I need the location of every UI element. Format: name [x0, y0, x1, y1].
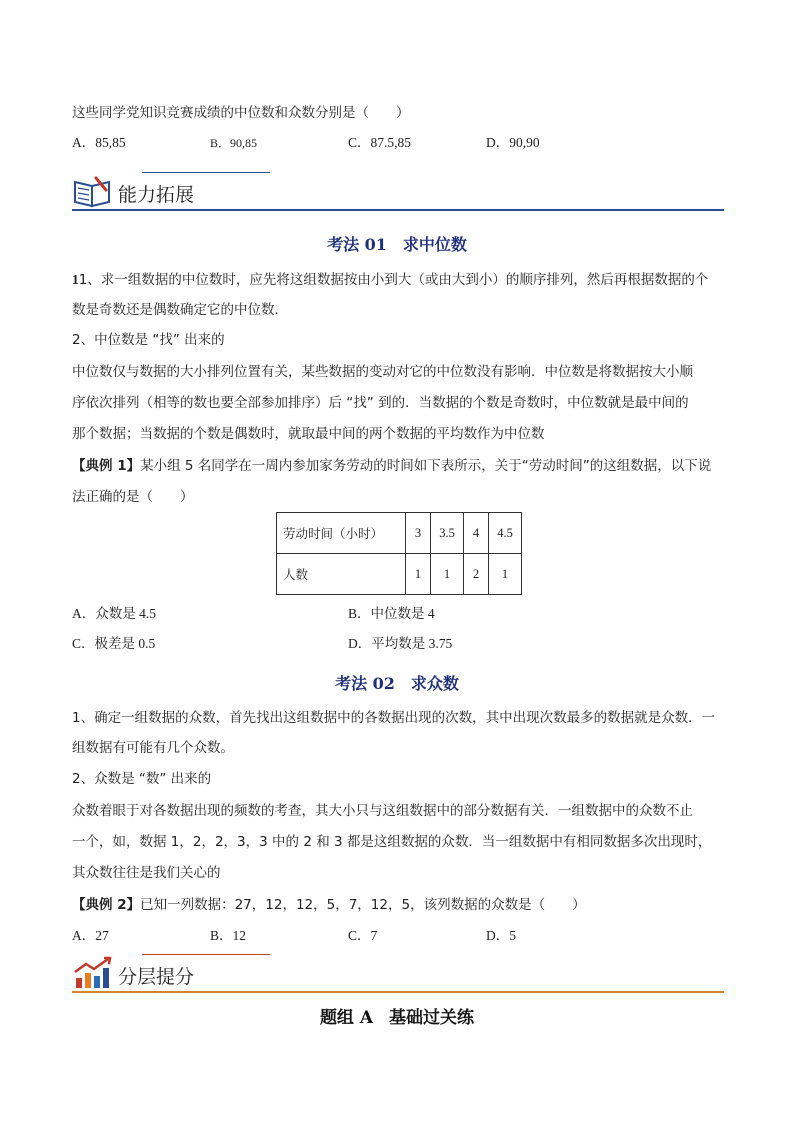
- labor-time-table: [276, 512, 522, 595]
- paragraph-line: 那个数据；当数据的个数是偶数时，就取最中间的两个数据的平均数作为中位数: [72, 426, 545, 442]
- option-a: A．众数是 4.5: [72, 606, 156, 621]
- method-title: 求众数: [410, 674, 459, 693]
- option-c: C．87.5,85: [348, 135, 412, 150]
- paragraph-line: 组数据有可能有几个众数。: [72, 740, 234, 756]
- method-label: 考法 02: [335, 674, 395, 693]
- table-cell: 4.5: [489, 513, 522, 554]
- method-heading-1: [0, 232, 794, 255]
- option-a: A．85,85: [72, 135, 126, 150]
- option-b: B．中位数是 4: [348, 606, 435, 621]
- example-line: 法正确的是（ ）: [72, 489, 194, 505]
- option-c: C．极差是 0.5: [72, 636, 156, 651]
- paragraph-line: 2、众数是 “数” 出来的: [72, 771, 212, 787]
- bar-chart-icon: [72, 956, 114, 990]
- option-d: D．平均数是 3.75: [348, 636, 453, 651]
- group-label: 题组 A: [319, 1008, 374, 1028]
- table-cell: 3: [406, 513, 431, 554]
- table-cell: 2: [464, 554, 489, 595]
- paragraph-line: 一个，如，数据 1，2，2，3，3 中的 2 和 3 都是这组数据的众数．当一组数据中有相同数据多次出现时，: [72, 834, 712, 850]
- book-icon: [72, 174, 114, 208]
- table-row: [277, 554, 522, 595]
- section-header-tiered: [72, 954, 724, 994]
- table-row: [277, 513, 522, 554]
- section-header-ability: [72, 172, 724, 212]
- table-cell: 3.5: [431, 513, 464, 554]
- option-b: B．90,85: [210, 136, 258, 150]
- table-header-cell: 劳动时间（小时）: [277, 513, 406, 554]
- method-title: 求中位数: [402, 235, 467, 254]
- paragraph-line: 1、确定一组数据的众数，首先找出这组数据中的各数据出现的次数，其中出现次数最多的数据就是众数．一: [72, 710, 716, 726]
- paragraph-line: 序依次排列（相等的数也要全部参加排序）后 “找” 到的．当数据的个数是奇数时，中位数就是最中间的: [72, 395, 689, 411]
- example-line: 【典例 1】某小组 5 名同学在一周内参加家务劳动的时间如下表所示，关于“劳动时间”的这组数据，以下说: [72, 458, 712, 474]
- paragraph-line: 数是奇数还是偶数确定它的中位数．: [72, 302, 288, 318]
- group-heading: [0, 1003, 794, 1028]
- paragraph-line: 众数着眼于对各数据出现的频数的考查，其大小只与这组数据中的部分数据有关．一组数据中的众数不止: [72, 803, 693, 819]
- table-cell: 1: [406, 554, 431, 595]
- question-stem: 这些同学党知识竞赛成绩的中位数和众数分别是（ ）: [72, 105, 410, 121]
- example-label: 【典例 1】: [72, 458, 141, 474]
- section-title: 能力拓展: [118, 184, 195, 206]
- section-title: 分层提分: [118, 966, 195, 988]
- option-a: A．27: [72, 928, 109, 943]
- example-line: 【典例 2】已知一列数据：27，12，12，5，7，12，5，该列数据的众数是（ ）: [72, 897, 586, 913]
- table-cell: 4: [464, 513, 489, 554]
- paragraph-line: 其众数往往是我们关心的: [72, 865, 221, 881]
- option-b: B．12: [210, 928, 247, 943]
- paragraph-line: 中位数仅与数据的大小排列位置有关，某些数据的变动对它的中位数没有影响．中位数是将数据按大小顺: [72, 364, 693, 380]
- table-header-cell: 人数: [277, 554, 406, 595]
- group-title: 基础过关练: [389, 1008, 475, 1028]
- example-label: 【典例 2】: [72, 897, 141, 913]
- option-d: D．90,90: [486, 135, 540, 150]
- option-d: D．5: [486, 928, 516, 943]
- paragraph-line: 11、求一组数据的中位数时，应先将这组数据按由小到大（或由大到小）的顺序排列，然后再根据数据的个: [72, 272, 709, 288]
- method-label: 考法 01: [327, 235, 387, 254]
- option-c: C．7: [348, 928, 378, 943]
- table-cell: 1: [489, 554, 522, 595]
- paragraph-line: 2、中位数是 “找” 出来的: [72, 332, 225, 348]
- method-heading-2: [0, 671, 794, 694]
- table-cell: 1: [431, 554, 464, 595]
